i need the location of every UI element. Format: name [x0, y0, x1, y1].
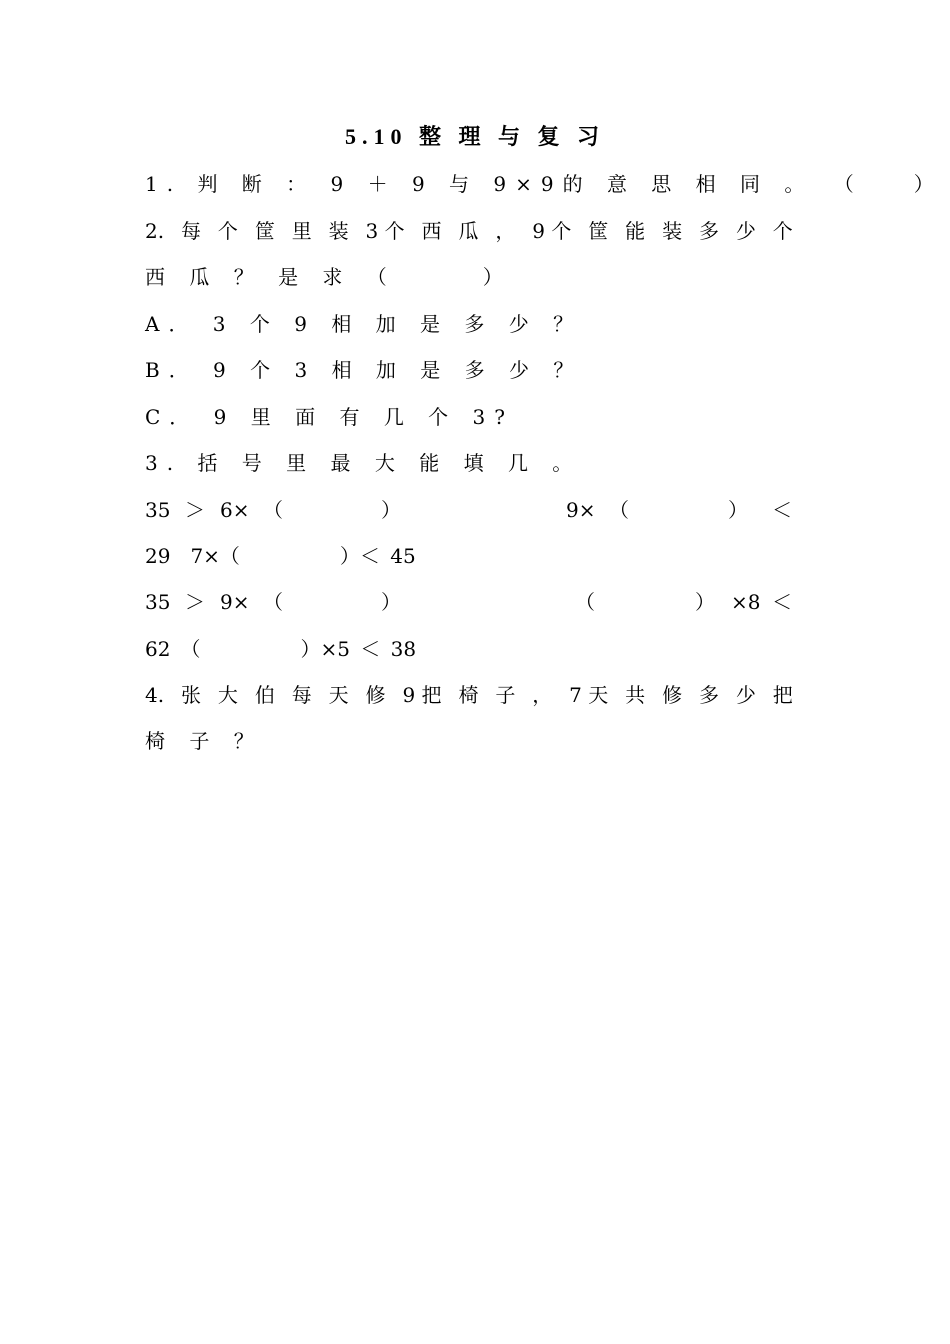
q2-token: 装 — [328, 219, 349, 243]
q4-token: 椅 — [458, 683, 479, 707]
q2-token: 里 — [291, 219, 312, 243]
q3-token: 9× — [566, 498, 596, 522]
q4-token: 共 — [625, 683, 646, 707]
q3-token: （ — [609, 498, 629, 522]
q4-token: 子 — [495, 683, 516, 707]
q4-token: 修 — [365, 683, 386, 707]
question-1 — [145, 168, 934, 200]
q4-token: 修 — [662, 683, 683, 707]
q3-token: （ — [263, 590, 283, 614]
q2-token: 少 — [735, 219, 756, 243]
q4-token: ， — [532, 683, 553, 707]
q4-token: 7 天 — [569, 683, 609, 707]
q3-token: 35 — [145, 498, 171, 522]
question-1-text: 1. 判 断 ： 9 ＋ 9 与 9×9的 意 思 相 同 。 — [145, 172, 814, 196]
q2-token: 能 — [625, 219, 646, 243]
question-3-row-2 — [145, 586, 793, 618]
q3-token: ×8 — [731, 590, 761, 614]
option-c: C． 9 里 面 有 几 个 3? — [145, 405, 514, 429]
q2-token: 9 个 — [532, 219, 572, 243]
q2-token: 多 — [698, 219, 719, 243]
q4-token: 多 — [698, 683, 719, 707]
question-2-line-1 — [145, 215, 793, 247]
q4-token: 少 — [735, 683, 756, 707]
q3-token: 6× — [220, 498, 250, 522]
page-title: 5.10 整 理 与 复 习 — [344, 124, 605, 149]
q2-token: ， — [495, 219, 516, 243]
q2-token: 3 个 — [365, 219, 405, 243]
q3-token: ＞ — [185, 590, 205, 614]
q3-token: ＜ — [772, 590, 792, 614]
q2-token: 瓜 — [458, 219, 479, 243]
q2-token: 筐 — [254, 219, 275, 243]
option-b: B． 9 个 3 相 加 是 多 少 ？ — [145, 358, 583, 382]
q2-token: 装 — [662, 219, 683, 243]
question-4-line-2: 椅 子 ？ — [145, 729, 263, 753]
q3-token: ） — [695, 590, 715, 614]
q2-token: 个 — [217, 219, 238, 243]
q4-token: 把 — [772, 683, 793, 707]
q2-token: 筐 — [588, 219, 609, 243]
question-2-line-2: 西 瓜 ？ 是 求 （ ） — [145, 265, 512, 289]
q4-token: 伯 — [254, 683, 275, 707]
q3-token: ） — [381, 590, 401, 614]
q3-token: ） — [381, 498, 401, 522]
q3-token: 9× — [220, 590, 250, 614]
q4-token: 4. — [145, 683, 165, 707]
q4-token: 张 — [181, 683, 201, 707]
q3-token: （ — [263, 498, 283, 522]
question-3-row-2-cont: 62 （ ）×5 ＜ 38 — [145, 637, 417, 661]
answer-blank: （ ） — [833, 172, 934, 196]
q2-token: 西 — [421, 219, 442, 243]
q3-token: 35 — [145, 590, 171, 614]
q4-token: 天 — [328, 683, 349, 707]
q2-token: 每 — [181, 219, 201, 243]
q2-token: 2. — [145, 219, 165, 243]
question-3-row-1 — [145, 494, 793, 526]
q4-token: 9 把 — [402, 683, 442, 707]
q3-token: ＜ — [772, 498, 792, 522]
question-4-line-1 — [145, 679, 793, 711]
question-3-row-1-cont: 29 7×（ ）＜ 45 — [145, 544, 416, 568]
question-3-prompt: 3. 括 号 里 最 大 能 填 几 。 — [145, 451, 582, 475]
q4-token: 每 — [291, 683, 312, 707]
q2-token: 个 — [772, 219, 793, 243]
q3-token: ） — [728, 498, 748, 522]
option-a: A． 3 个 9 相 加 是 多 少 ？ — [145, 312, 583, 336]
q3-token: ＞ — [185, 498, 205, 522]
q3-token: （ — [575, 590, 595, 614]
q4-token: 大 — [217, 683, 238, 707]
